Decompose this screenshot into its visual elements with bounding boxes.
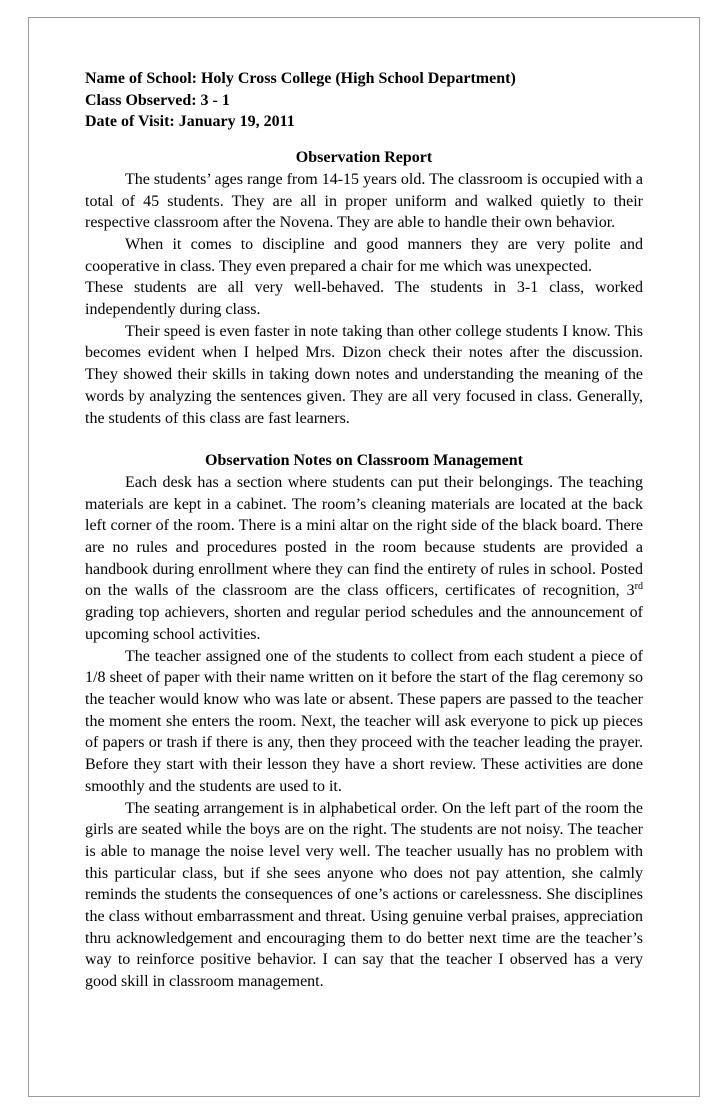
management-paragraph-text: Each desk has a section where students can put their belongings. The teaching materials are kept in a cabinet. The room’s cleaning materials are located at the back left corner of the room. There is a mini altar on the right side of the black board. There are no rules and procedures posted in the room because students are provided a handbook during enrollment where they can find the entirety of rules in school. Posted on the walls of the classroom are the class officers, certificates of recognition, 3	[85, 473, 643, 600]
date-of-visit: Date of Visit: January 19, 2011	[85, 113, 295, 131]
observation-report-title: Observation Report	[295, 149, 433, 167]
report-paragraph: Their speed is even faster in note taking than other college students I know. This becomes evident when I helped Mrs. Dizon check their notes after the discussion. They showed their skills in taking down notes and understanding the meaning of the words by analyzing the sentences given. They are all very focused in class. Generally, the students of this class are fast learners.	[85, 322, 643, 427]
classroom-management-title: Observation Notes on Classroom Management	[205, 452, 523, 470]
report-paragraph: These students are all very well-behaved. The students in 3-1 class, worked independently during class.	[85, 279, 643, 319]
management-paragraph: The seating arrangement is in alphabetical order. On the left part of the room the girls are seated while the boys are on the right. The students are not noisy. The teacher is able to manage the noise level very well. The teacher usually has no problem with this particular class, but if she sees anyone who does not pay attention, she calmly reminds the students the consequences of one’s actions or carelessness. She disciplines the class without embarrassment and threat. Using genuine verbal praises, appreciation thru acknowledgement and encouraging them to do better next time are the teacher’s way to reinforce positive behavior. I can say that the teacher I observed has a very good skill in classroom management.	[85, 799, 643, 991]
report-paragraph: When it comes to discipline and good manners they are very polite and cooperative in class. They even prepared a chair for me which was unexpected.	[85, 235, 643, 275]
document-body	[85, 68, 643, 993]
school-name: Name of School: Holy Cross College (High School Department)	[85, 70, 516, 87]
report-paragraph: The students’ ages range from 14-15 years old. The classroom is occupied with a total of 45 students. They are all in proper uniform and walked quietly to their respective classroom after the Novena. They are able to handle their own behavior.	[85, 170, 643, 232]
ordinal-superscript: rd	[634, 581, 643, 593]
management-paragraph: The teacher assigned one of the students to collect from each student a piece of 1/8 sheet of paper with their name written on it before the start of the flag ceremony so the teacher would know who was late or absent. These papers are passed to the teacher the moment she enters the room. Next, the teacher will ask everyone to pick up pieces of papers or trash if there is any, then they proceed with the teacher leading the prayer. Before they start with their lesson they have a short review. These activities are done smoothly and the students are used to it.	[85, 647, 643, 795]
class-observed: Class Observed: 3 - 1	[85, 91, 230, 109]
management-paragraph	[85, 472, 643, 646]
management-paragraph-text: grading top achievers, shorten and regular period schedules and the announcement of upcoming school activities.	[85, 604, 643, 643]
